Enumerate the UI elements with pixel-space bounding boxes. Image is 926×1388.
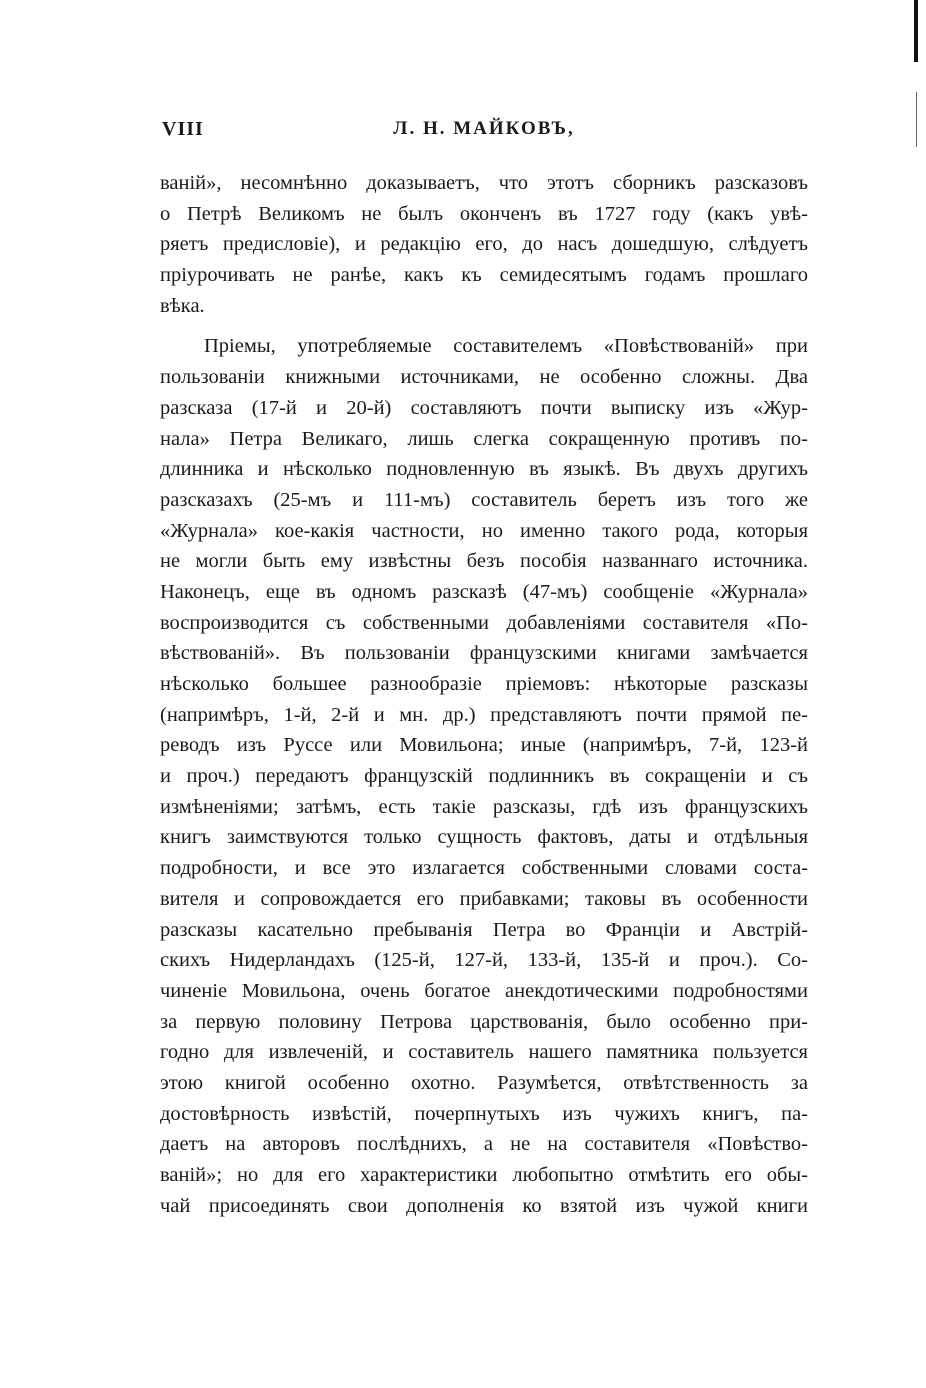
text-line: разсказахъ (25-мъ и 111-мъ) составитель беретъ изъ того же	[160, 488, 808, 511]
text-line: ваній», несомнѣнно доказываетъ, что этотъ сборникъ разсказовъ	[160, 172, 808, 194]
text-line: годно для извлеченій, и составитель нашего памятника пользуется	[160, 1041, 808, 1064]
paragraph-1	[160, 168, 808, 321]
running-head: Л. Н. МАЙКОВЪ,	[393, 118, 575, 139]
text-line: достовѣрность извѣстій, почерпнутыхъ изъ чужихъ книгъ, па-	[160, 1102, 808, 1125]
text-line: вѣствованій». Въ пользованіи французскими книгами замѣчается	[160, 642, 808, 665]
body-text	[160, 168, 808, 1221]
text-line: Пріемы, употребляемые составителемъ «Повѣствованій» при	[204, 335, 808, 358]
text-line: реводъ изъ Руссе или Мовильона; иные (напримѣръ, 7-й, 123-й	[160, 734, 808, 757]
text-line: воспроизводится съ собственными добавленіями составителя «По-	[160, 611, 808, 634]
text-line: за первую половину Петрова царствованія, было особенно при-	[160, 1010, 808, 1033]
text-line: вителя и сопровождается его прибавками; таковы въ особенности	[160, 887, 808, 910]
text-line: пріурочивать не ранѣе, какъ къ семидесятымъ годамъ прошлаго	[160, 264, 808, 287]
scan-edge-mark-thin	[916, 92, 917, 147]
text-line: о Петрѣ Великомъ не былъ оконченъ въ 1727 году (какъ увѣ-	[160, 202, 808, 225]
scan-edge-mark	[914, 0, 918, 62]
text-line: чай присоединять свои дополненія ко взятой изъ чужой книги	[160, 1194, 808, 1217]
text-line: не могли быть ему извѣстны безъ пособія названнаго источника.	[160, 550, 808, 573]
text-line: подробности, и все это излагается собственными словами соста-	[160, 857, 808, 880]
text-line: книгъ заимствуются только сущность фактовъ, даты и отдѣльныя	[160, 826, 808, 849]
text-line: (напримѣръ, 1-й, 2-й и мн. др.) представляютъ почти прямой пе-	[160, 703, 808, 726]
text-line: длинника и нѣсколько подновленную въ языкѣ. Въ двухъ другихъ	[160, 458, 808, 481]
text-line: Наконецъ, еще въ одномъ разсказѣ (47-мъ) сообщеніе «Журнала»	[160, 580, 808, 603]
text-line: скихъ Нидерландахъ (125-й, 127-й, 133-й, 135-й и проч.). Со-	[160, 949, 808, 972]
text-line: этою книгой особенно охотно. Разумѣется, отвѣтственность за	[160, 1071, 808, 1094]
text-line: разсказа (17-й и 20-й) составляютъ почти выписку изъ «Жур-	[160, 396, 808, 419]
text-line: «Журнала» кое-какія частности, но именно такого рода, которыя	[160, 519, 808, 542]
text-line: ряетъ предисловіе), и редакцію его, до насъ дошедшую, слѣдуетъ	[160, 233, 808, 256]
text-line: пользованіи книжными источниками, не особенно сложны. Два	[160, 366, 808, 389]
text-line: вѣка.	[160, 294, 205, 317]
page-number: VIII	[162, 118, 204, 140]
text-line: даетъ на авторовъ послѣднихъ, а не на составителя «Повѣство-	[160, 1133, 808, 1156]
text-line: нѣсколько большее разнообразіе пріемовъ: нѣкоторые разсказы	[160, 673, 808, 695]
paragraph-2	[160, 331, 808, 1221]
text-line: разсказы касательно пребыванія Петра во Франціи и Австрій-	[160, 918, 808, 941]
text-line: чиненіе Мовильона, очень богатое анекдотическими подробностями	[160, 979, 808, 1002]
text-line: нала» Петра Великаго, лишь слегка сокращенную противъ по-	[160, 427, 808, 450]
text-line: и проч.) передаютъ французскій подлинникъ въ сокращеніи и съ	[160, 765, 808, 788]
paragraph-gap	[160, 321, 808, 331]
page-header	[160, 118, 808, 146]
text-line: ваній»; но для его характеристики любопытно отмѣтить его обы-	[160, 1164, 808, 1186]
text-line: измѣненіями; затѣмъ, есть такіе разсказы, гдѣ изъ французскихъ	[160, 795, 808, 818]
